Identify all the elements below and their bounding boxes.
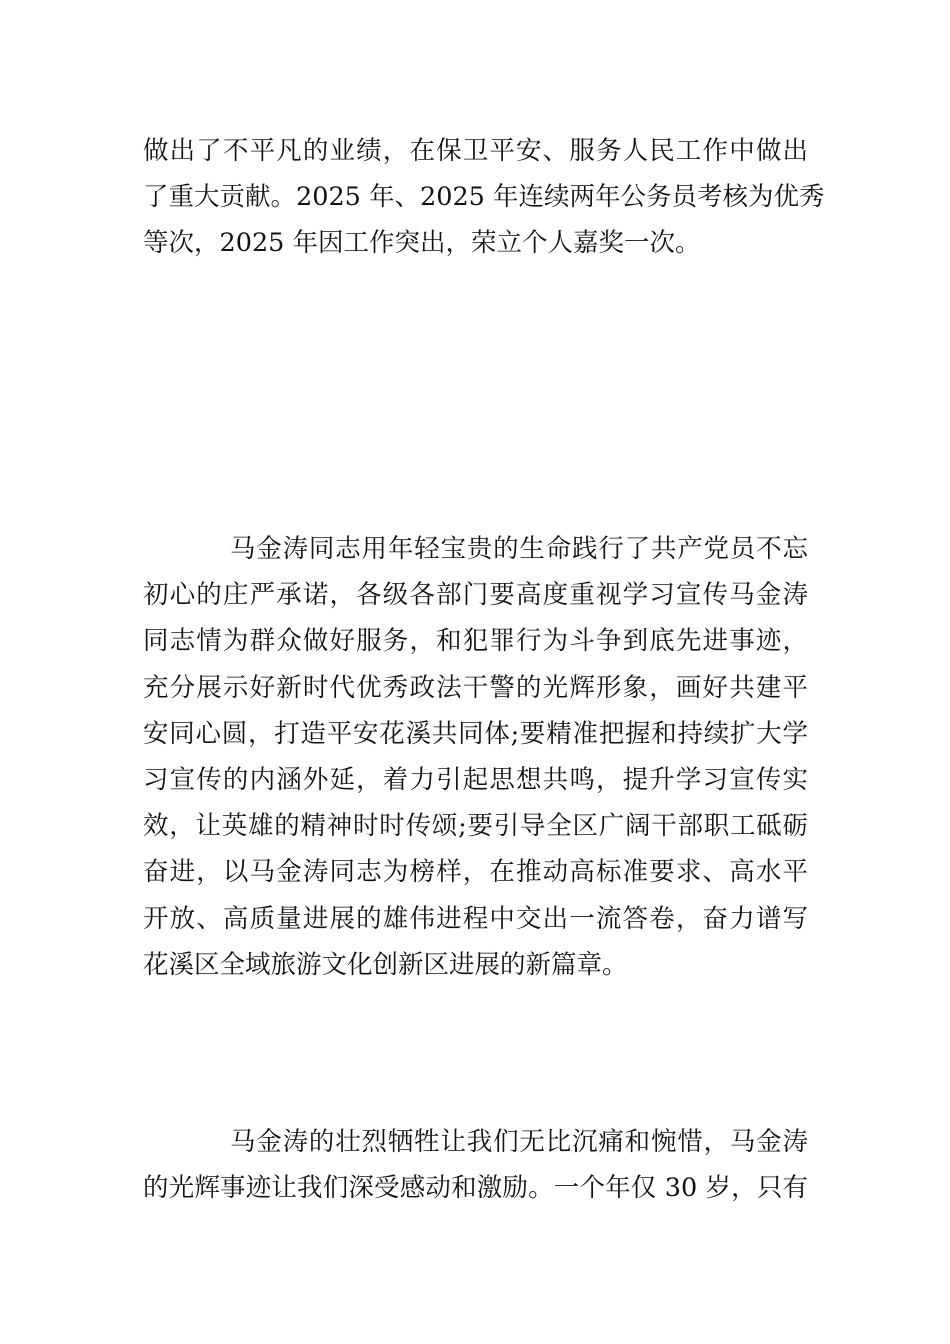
text-line: 同志情为群众做好服务，和犯罪行为斗争到底先进事迹， <box>143 626 808 657</box>
paragraph-sacrifice <box>143 1119 808 1211</box>
text-line: 初心的庄严承诺，各级各部门要高度重视学习宣传马金涛 <box>143 580 808 611</box>
paragraph-study-call <box>143 526 808 988</box>
text-line: 花溪区全域旅游文化创新区进展的新篇章。 <box>143 949 628 980</box>
text-line: 充分展示好新时代优秀政法干警的光辉形象，画好共建平 <box>143 672 808 703</box>
text-line: 了重大贡献。2025 年、2025 年连续两年公务员考核为优秀 <box>143 182 825 213</box>
text-line: 做出了不平凡的业绩，在保卫平安、服务人民工作中做出 <box>143 136 808 166</box>
text-line: 等次，2025 年因工作突出，荣立个人嘉奖一次。 <box>143 228 701 259</box>
text-line: 马金涛的壮烈牺牲让我们无比沉痛和惋惜，马金涛 <box>230 1127 808 1157</box>
text-line: 开放、高质量进展的雄伟进程中交出一流答卷，奋力谱写 <box>143 903 808 934</box>
text-line: 安同心圆，打造平安花溪共同体;要精准把握和持续扩大学 <box>143 718 808 749</box>
text-line: 马金涛同志用年轻宝贵的生命践行了共产党员不忘 <box>230 534 808 564</box>
text-line: 习宣传的内涵外延，着力引起思想共鸣，提升学习宣传实 <box>143 764 808 795</box>
paragraph-achievements <box>143 128 825 267</box>
text-line: 奋进，以马金涛同志为榜样，在推动高标准要求、高水平 <box>143 857 808 888</box>
text-line: 的光辉事迹让我们深受感动和激励。一个年仅 30 岁，只有 <box>143 1173 808 1204</box>
text-line: 效，让英雄的精神时时传颂;要引导全区广阔干部职工砥砺 <box>143 811 808 842</box>
